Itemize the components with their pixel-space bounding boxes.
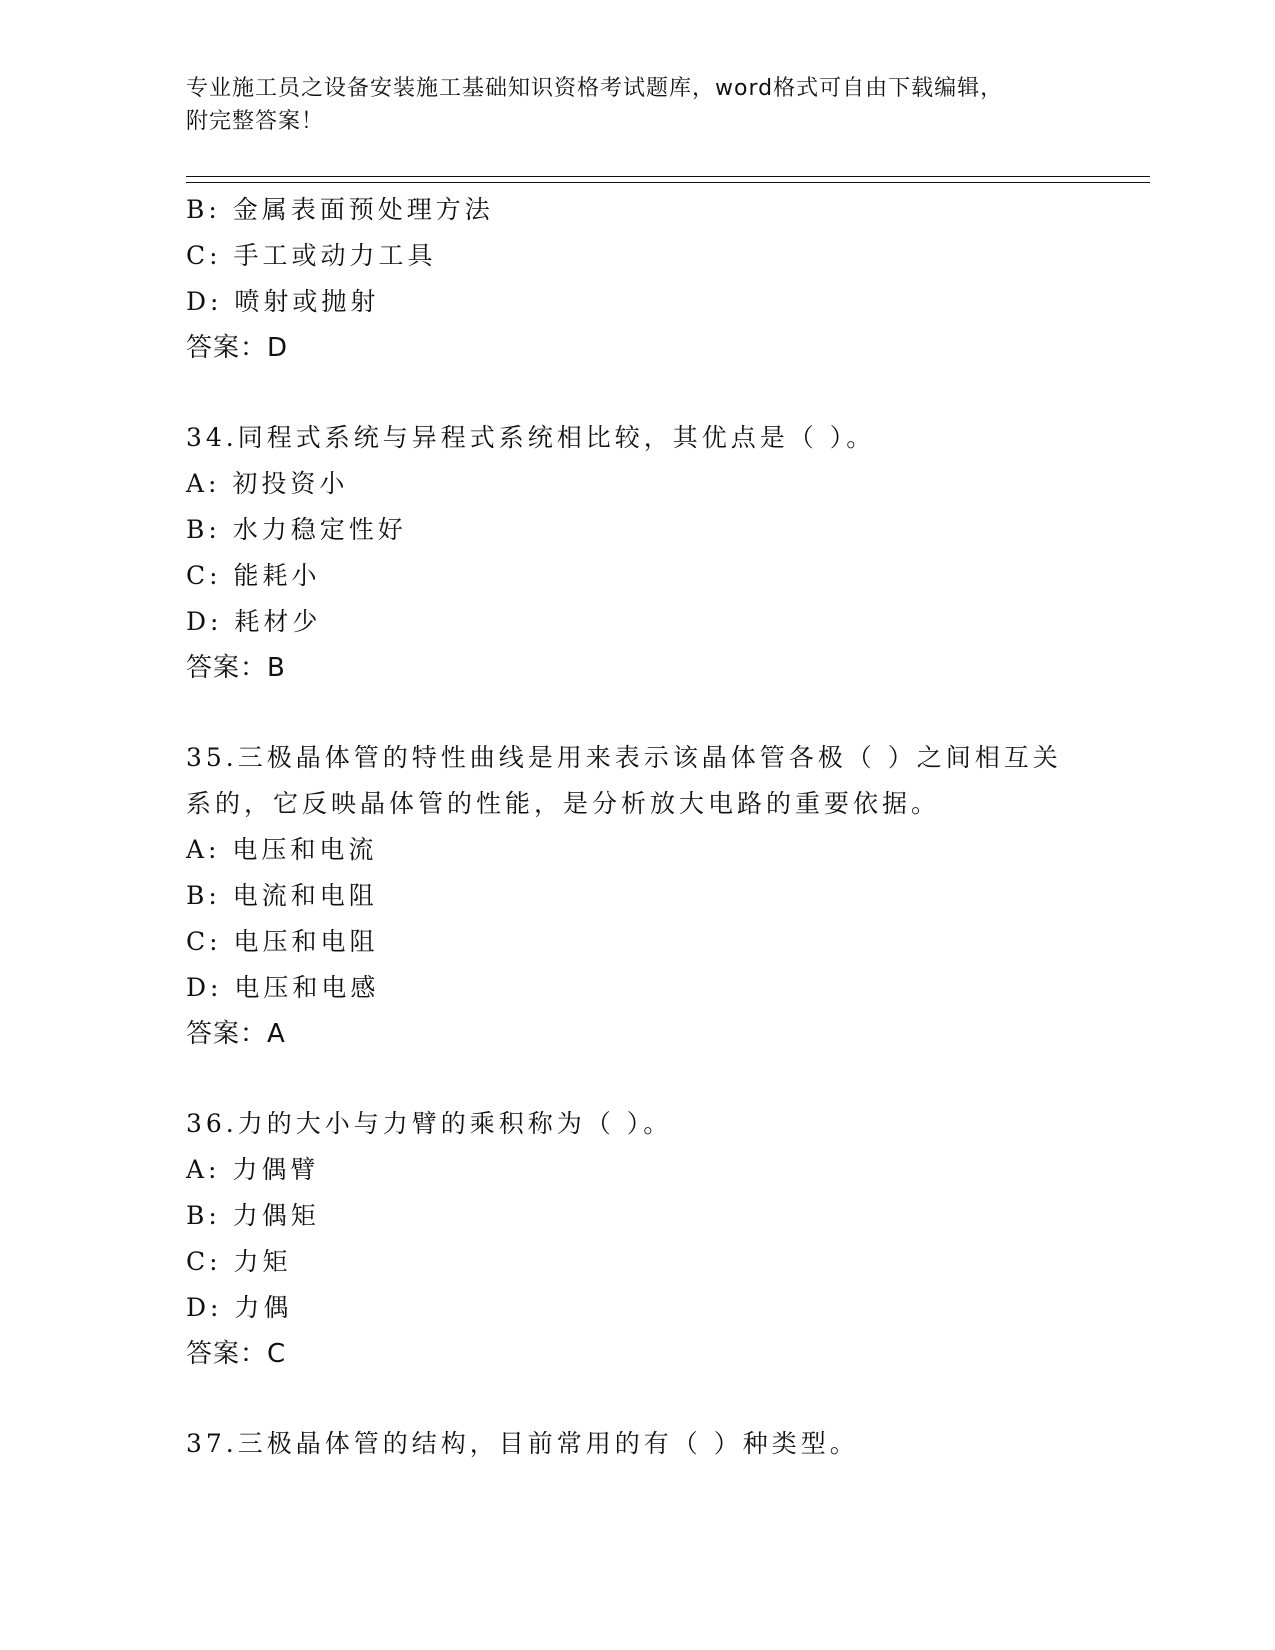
option-c: C: 能耗小 (186, 561, 321, 590)
option-c: C: 力矩 (186, 1247, 292, 1276)
header-text-line-2: 附完整答案！ (186, 109, 325, 134)
page-header (186, 72, 1066, 138)
question-stem: 37.三极晶体管的结构，目前常用的有（ ）种类型。 (186, 1429, 859, 1458)
option-c: C: 电压和电阻 (186, 927, 379, 956)
option-c: C: 手工或动力工具 (186, 241, 437, 270)
answer-text: 答案：B (186, 653, 286, 683)
question-stem: 35.三极晶体管的特性曲线是用来表示该晶体管各极（ ）之间相互关系的，它反映晶体管的性能，是分析放大电路的重要依据。 (186, 743, 1062, 818)
option-b: B: 金属表面预处理方法 (186, 195, 494, 224)
option-b: B: 电流和电阻 (186, 881, 378, 910)
question-block-33 (186, 187, 1086, 371)
option-a: A: 力偶臂 (186, 1155, 320, 1184)
option-a: A: 电压和电流 (186, 835, 378, 864)
option-d: D: 电压和电感 (186, 973, 380, 1002)
question-stem: 34.同程式系统与异程式系统相比较，其优点是（ ）。 (186, 423, 876, 452)
question-block-36 (186, 1101, 1086, 1377)
option-b: B: 水力稳定性好 (186, 515, 407, 544)
option-b: B: 力偶矩 (186, 1201, 320, 1230)
option-d: D: 耗材少 (186, 607, 322, 636)
option-a: A: 初投资小 (186, 469, 349, 498)
question-block-34 (186, 415, 1086, 691)
question-stem: 36.力的大小与力臂的乘积称为（ ）。 (186, 1109, 673, 1138)
option-d: D: 喷射或抛射 (186, 287, 380, 316)
option-d: D: 力偶 (186, 1293, 293, 1322)
header-divider (186, 176, 1150, 183)
question-list (186, 187, 1086, 1467)
header-text-line-1: 专业施工员之设备安装施工基础知识资格考试题库，word格式可自由下载编辑， (186, 76, 1004, 101)
question-block-35 (186, 735, 1086, 1057)
answer-text: 答案：C (186, 1339, 287, 1369)
answer-text: 答案：A (186, 1019, 286, 1049)
question-block-37 (186, 1421, 1086, 1467)
answer-text: 答案：D (186, 333, 289, 363)
